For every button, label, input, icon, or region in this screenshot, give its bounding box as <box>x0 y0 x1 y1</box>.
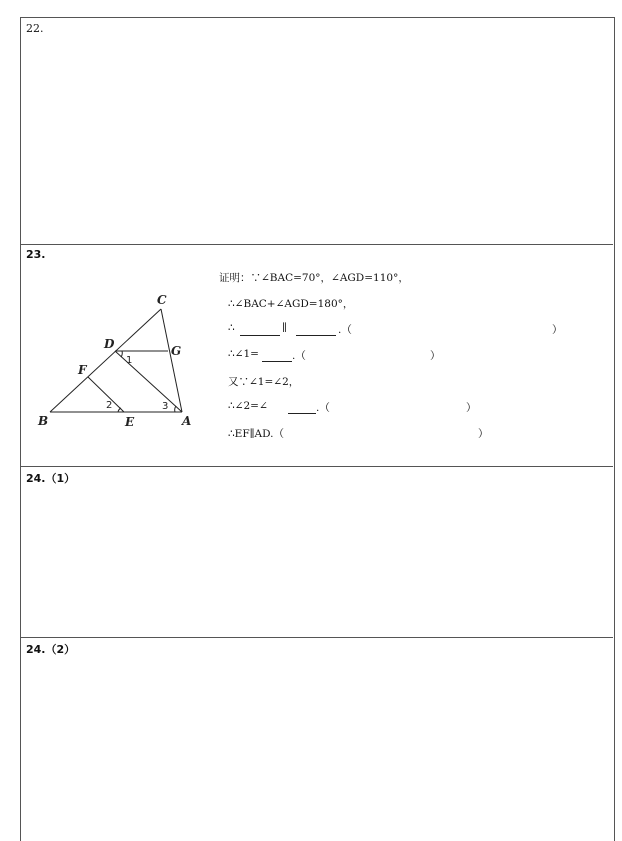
proof-line-6-prefix: ∴∠2=∠ <box>228 400 268 412</box>
proof-line-5: 又∵∠1=∠2， <box>228 376 300 388</box>
proof-line-7-reason-close: ） <box>478 428 489 440</box>
proof-line-2: ∴∠BAC+∠AGD=180°， <box>228 298 354 310</box>
proof-line-3-prefix: ∴ <box>228 322 235 334</box>
angle-label-3: 3 <box>162 401 169 412</box>
proof-line-1: 证明：∵∠BAC=70°，∠AGD=110°， <box>219 272 409 284</box>
segment-BC <box>50 309 161 412</box>
label-E: E <box>125 415 135 429</box>
divider-24-1-24-2 <box>20 637 613 638</box>
proof-line-4-prefix: ∴∠1= <box>228 348 259 360</box>
label-B: B <box>38 414 49 428</box>
proof-line-3-reason-close: ） <box>552 324 563 336</box>
angle-label-2: 2 <box>106 400 113 411</box>
proof-line-7-prefix: ∴EF∥AD.（ <box>228 428 284 440</box>
label-G: G <box>171 344 182 358</box>
label-A: A <box>182 414 192 428</box>
divider-22-23 <box>20 244 613 245</box>
question-22-label: 22. <box>26 22 44 35</box>
angle-label-1: 1 <box>126 355 133 366</box>
proof-line-3-reason-open: .（ <box>338 324 352 336</box>
angle-2-arc <box>118 408 121 412</box>
question-23-label: 23. <box>26 248 46 261</box>
angle-1-arc <box>121 351 122 357</box>
divider-23-24-1 <box>20 466 613 467</box>
proof-line-4-reason-open: .（ <box>292 350 306 362</box>
question-24-1-label: 24.（1） <box>26 472 76 485</box>
label-F: F <box>78 363 87 377</box>
proof-line-4-reason-close: ） <box>430 350 441 362</box>
question-24-2-label: 24.（2） <box>26 643 76 656</box>
angle-3-arc <box>175 406 176 412</box>
segment-CA <box>161 309 182 412</box>
proof-line-6-reason-open: .（ <box>316 402 330 414</box>
label-C: C <box>157 293 167 307</box>
proof-line-3-parallel: ∥ <box>282 322 287 334</box>
proof-line-6-reason-close: ） <box>466 402 477 414</box>
label-D: D <box>104 337 115 351</box>
geometry-figure <box>30 288 205 438</box>
